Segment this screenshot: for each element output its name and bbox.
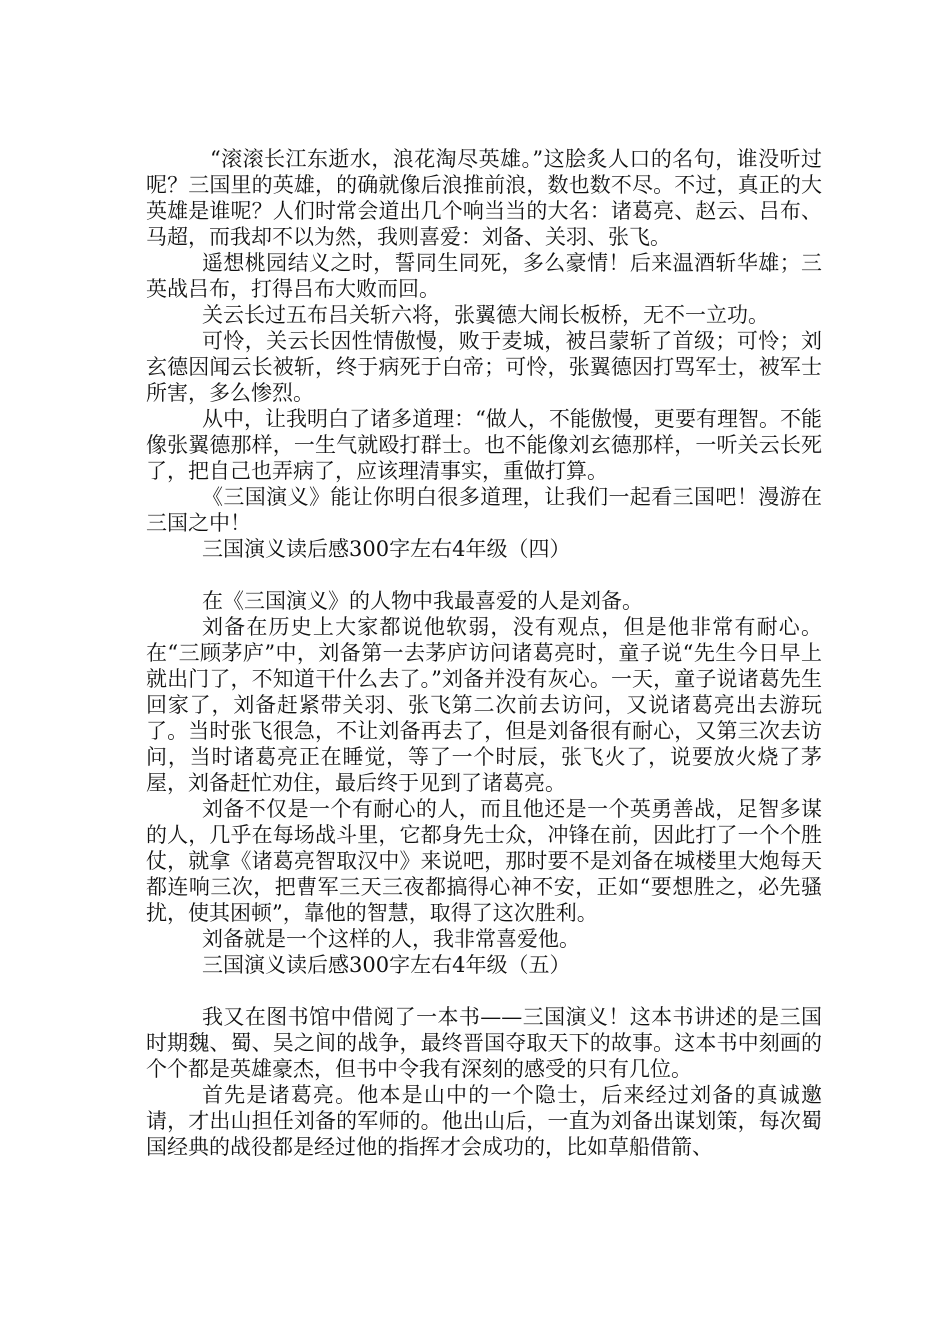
paragraph: “滚滚长江东逝水，浪花淘尽英雄。”这脍炙人口的名句，谁没听过呢？三国里的英雄，的确就像后浪推前浪，数也数不尽。不过，真正的大英雄是谁呢？人们时常会道出几个响当当的大名：诸葛亮、赵云、吕布、马超，而我却不以为然，我则喜爱：刘备、关羽、张飞。	[146, 147, 822, 249]
paragraph: 首先是诸葛亮。他本是山中的一个隐士，后来经过刘备的真诚邀请，才出山担任刘备的军师的。他出山后，一直为刘备出谋划策，每次蜀国经典的战役都是经过他的指挥才会成功的，比如草船借箭、	[146, 1083, 822, 1159]
paragraph: 关云长过五布吕关斩六将，张翼德大闹长板桥，无不一立功。	[202, 303, 769, 327]
paragraph: 我又在图书馆中借阅了一本书——三国演义！这本书讲述的是三国时期魏、蜀、吴之间的战争，最终晋国夺取天下的故事。这本书中刻画的个个都是英雄豪杰，但书中令我有深刻的感受的只有几位。	[146, 1005, 822, 1081]
paragraph: 遥想桃园结义之时，誓同生同死，多么豪情！后来温酒斩华雄；三英战吕布，打得吕布大败而回。	[146, 251, 822, 301]
section-heading: 三国演义读后感300字左右4年级（五）	[202, 953, 571, 977]
paragraph: 刘备在历史上大家都说他软弱，没有观点，但是他非常有耐心。在“三顾茅庐”中，刘备第一去茅庐访问诸葛亮时，童子说“先生今日早上就出门了，不知道干什么去了。”刘备并没有灰心。一天，童子说诸葛先生回家了，刘备赶紧带关羽、张飞第二次前去访问，又说诸葛亮出去游玩了。当时张飞很急，不让刘备再去了，但是刘备很有耐心，又第三次去访问，当时诸葛亮正在睡觉，等了一个时辰，张飞火了，说要放火烧了茅屋，刘备赶忙劝住，最后终于见到了诸葛亮。	[146, 615, 822, 795]
paragraph: 刘备就是一个这样的人，我非常喜爱他。	[202, 927, 580, 951]
paragraph: 从中，让我明白了诸多道理：“做人，不能傲慢，更要有理智。不能像张翼德那样，一生气就殴打群士。也不能像刘玄德那样，一听关云长死了，把自己也弄病了，应该理清事实，重做打算。	[146, 407, 822, 483]
blank-line	[146, 562, 822, 588]
paragraph: 刘备不仅是一个有耐心的人，而且他还是一个英勇善战，足智多谋的人，几乎在每场战斗里，它都身先士众，冲锋在前，因此打了一个个胜仗，就拿《诸葛亮智取汉中》来说吧，那时要不是刘备在城楼里大炮每天都连响三次，把曹军三天三夜都搞得心神不安，正如“要想胜之，必先骚扰，使其困顿”，靠他的智慧，取得了这次胜利。	[146, 797, 822, 925]
paragraph: 在《三国演义》的人物中我最喜爱的人是刘备。	[202, 589, 643, 613]
section-heading: 三国演义读后感300字左右4年级（四）	[202, 537, 571, 561]
paragraph: 可怜，关云长因性情傲慢，败于麦城，被吕蒙斩了首级；可怜；刘玄德因闻云长被斩，终于病死于白帝；可怜，张翼德因打骂军士，被军士所害，多么惨烈。	[146, 329, 822, 405]
document-page	[146, 146, 822, 1160]
blank-line	[146, 978, 822, 1004]
paragraph: 《三国演义》能让你明白很多道理，让我们一起看三国吧！漫游在三国之中！	[146, 485, 822, 535]
